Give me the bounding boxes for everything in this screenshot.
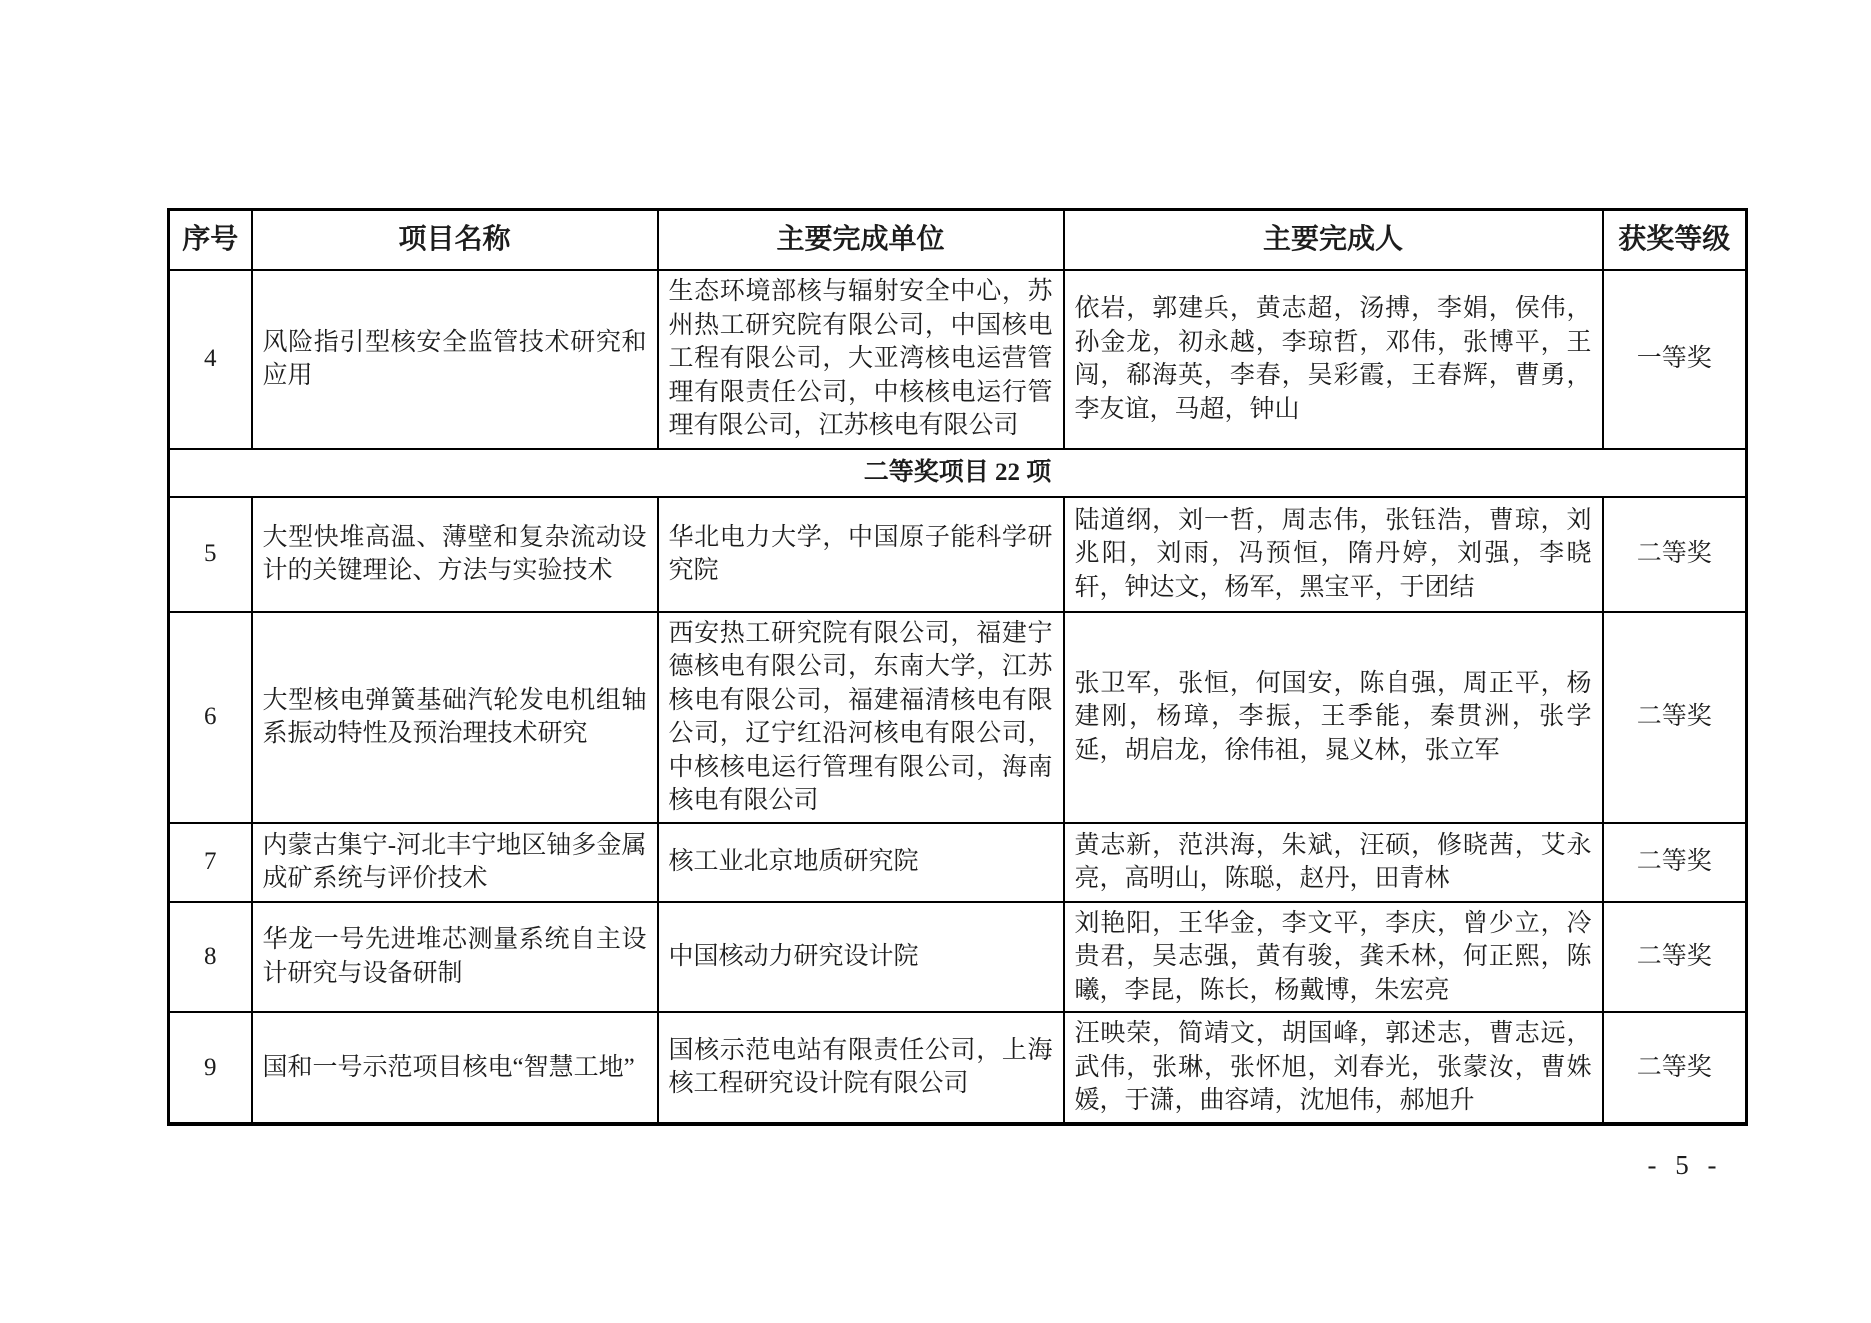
row-index: 9 [169, 1012, 252, 1124]
table-row [169, 823, 1747, 902]
column-header-award-level: 获奖等级 [1603, 210, 1747, 270]
award-level: 二等奖 [1603, 902, 1747, 1013]
main-contributors: 依岩，郭建兵，黄志超，汤搏，李娟，侯伟，孙金龙，初永越，李琼哲，邓伟，张博平，王闯，郗海英，李春，吴彩霞，王春辉，曹勇，李友谊，马超，钟山 [1064, 270, 1603, 449]
column-header-index: 序号 [169, 210, 252, 270]
row-index: 7 [169, 823, 252, 902]
table-header-row [169, 210, 1747, 270]
main-units: 核工业北京地质研究院 [658, 823, 1064, 902]
award-projects-table [167, 208, 1748, 1126]
project-name: 内蒙古集宁-河北丰宁地区铀多金属成矿系统与评价技术 [252, 823, 658, 902]
award-level: 二等奖 [1603, 612, 1747, 823]
main-contributors: 刘艳阳，王华金，李文平，李庆，曾少立，冷贵君，吴志强，黄有骏，龚禾林，何正熙，陈曦，李昆，陈长，杨戴博，朱宏亮 [1064, 902, 1603, 1013]
table-row [169, 270, 1747, 449]
award-level: 二等奖 [1603, 497, 1747, 612]
row-index: 8 [169, 902, 252, 1013]
main-contributors: 黄志新，范洪海，朱斌，汪硕，修晓茜，艾永亮，高明山，陈聪，赵丹，田青林 [1064, 823, 1603, 902]
award-level: 一等奖 [1603, 270, 1747, 449]
table-row [169, 497, 1747, 612]
main-units: 华北电力大学，中国原子能科学研究院 [658, 497, 1064, 612]
row-index: 4 [169, 270, 252, 449]
project-name: 华龙一号先进堆芯测量系统自主设计研究与设备研制 [252, 902, 658, 1013]
project-name: 国和一号示范项目核电“智慧工地” [252, 1012, 658, 1124]
row-index: 6 [169, 612, 252, 823]
page-number: - 5 - [1647, 1150, 1723, 1180]
table-row [169, 1012, 1747, 1124]
table-row [169, 612, 1747, 823]
project-name: 风险指引型核安全监管技术研究和应用 [252, 270, 658, 449]
award-level: 二等奖 [1603, 823, 1747, 902]
main-units: 西安热工研究院有限公司，福建宁德核电有限公司，东南大学，江苏核电有限公司，福建福清核电有限公司，辽宁红沿河核电有限公司，中核核电运行管理有限公司，海南核电有限公司 [658, 612, 1064, 823]
project-name: 大型核电弹簧基础汽轮发电机组轴系振动特性及预治理技术研究 [252, 612, 658, 823]
main-units: 国核示范电站有限责任公司，上海核工程研究设计院有限公司 [658, 1012, 1064, 1124]
table-row [169, 902, 1747, 1013]
award-level: 二等奖 [1603, 1012, 1747, 1124]
main-contributors: 张卫军，张恒，何国安，陈自强，周正平，杨建刚，杨璋，李振，王季能，秦贯洲，张学延，胡启龙，徐伟祖，晁义林，张立军 [1064, 612, 1603, 823]
main-units: 中国核动力研究设计院 [658, 902, 1064, 1013]
main-units: 生态环境部核与辐射安全中心，苏州热工研究院有限公司，中国核电工程有限公司，大亚湾核电运营管理有限责任公司，中核核电运行管理有限公司，江苏核电有限公司 [658, 270, 1064, 449]
main-contributors: 陆道纲，刘一哲，周志伟，张钰浩，曹琼，刘兆阳，刘雨，冯预恒，隋丹婷，刘强，李晓轩，钟达文，杨军，黑宝平，于团结 [1064, 497, 1603, 612]
column-header-main-units: 主要完成单位 [658, 210, 1064, 270]
project-name: 大型快堆高温、薄壁和复杂流动设计的关键理论、方法与实验技术 [252, 497, 658, 612]
row-index: 5 [169, 497, 252, 612]
column-header-main-contributors: 主要完成人 [1064, 210, 1603, 270]
section-label: 二等奖项目 22 项 [169, 449, 1747, 497]
section-divider-row [169, 449, 1747, 497]
column-header-project-name: 项目名称 [252, 210, 658, 270]
main-contributors: 汪映荣，简靖文，胡国峰，郭述志，曹志远，武伟，张琳，张怀旭，刘春光，张蒙汝，曹姝媛，于潇，曲容靖，沈旭伟，郝旭升 [1064, 1012, 1603, 1124]
